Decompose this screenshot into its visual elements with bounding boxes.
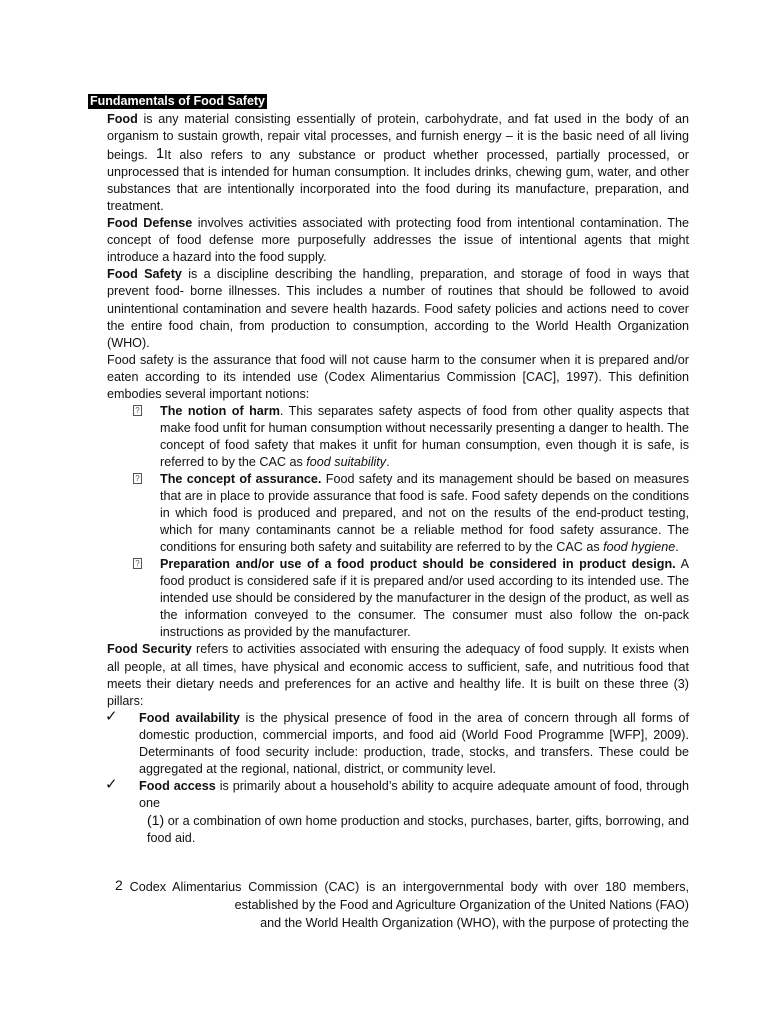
food-text-b: It also refers to any substance or product whether processed, partially processed, or unprocessed that is intended for human consumption. It includes drinks, chewing gum, water, and other substances that are intentionally incorporated into the food during its manufacture, preparation, and treatment. — [107, 148, 690, 214]
list-item — [107, 556, 689, 641]
term-food-security: Food Security — [107, 642, 192, 657]
notion-title: The concept of assurance. — [160, 471, 322, 486]
list-item — [107, 403, 689, 471]
pillar-title: Food access — [139, 778, 216, 793]
footnote-line-3: and the World Health Organization (WHO), with the purpose of protecting the — [260, 916, 689, 930]
term-food: Food — [107, 112, 138, 126]
footnote-line-2: established by the Food and Agriculture Organization of the United Nations (FAO) — [234, 898, 689, 912]
footnote-number: 2 — [115, 877, 123, 893]
pillar-text: is the physical presence of food in the area of concern through all forms of domestic production, commercial imports, and food aid (World Food Programme [WFP], 2009). Determinants of food security include: production, trade, stocks, and transfers. These could be aggregated at the regional, national, district, or community level. — [139, 710, 690, 776]
notions-list — [107, 403, 689, 642]
checkmark-icon: ✓ — [105, 706, 118, 725]
bullet-placeholder-icon: ? — [133, 558, 142, 569]
paragraph-assurance: Food safety is the assurance that food will not cause harm to the consumer when it is prepared and/or eaten according to its intended use (Codex Alimentarius Commission [CAC], 1997). This definition embodies several important notions: — [107, 352, 689, 401]
list-item — [107, 471, 689, 556]
notion-text: A food product is considered safe if it is prepared and/or used according to its intended use. The intended use should be considered by the manufacturer in the design of the product, as well as the information conveyed to the consumer. The consumer must also follow the on-pack instructions as provided by the manufacturer. — [160, 557, 689, 640]
pillar-sub-number: (1) — [147, 811, 165, 828]
pillars-list — [99, 706, 690, 812]
paragraph-food — [107, 111, 689, 215]
notion-end: . — [675, 540, 679, 555]
notion-text: . This separates safety aspects of food from other quality aspects that make food unfit for human consumption without necessarily presenting a danger to health. The concept of food safety that makes it unfit for human consumption, even though it is safe, is referred to by the CAC as — [160, 403, 689, 469]
pillar-title: Food availability — [139, 710, 240, 725]
footnote-ref: 1 — [155, 145, 165, 163]
list-item — [99, 774, 690, 812]
term-food-defense: Food Defense — [107, 216, 193, 231]
document-body — [107, 111, 689, 847]
section-heading: Fundamentals of Food Safety — [90, 94, 266, 108]
paragraph-food-defense — [107, 215, 689, 266]
notion-title: Preparation and/or use of a food product should be considered in product design. — [160, 557, 676, 572]
food-text-a: is any material consisting essentially of protein, carbohydrate, and fat used in the body of an organism to sustain growth, repair vital processes, and furnish energy – it is the basic need of all living beings. — [107, 112, 689, 163]
food-security-text: refers to activities associated with ensuring the adequacy of food supply. It exists when all people, at all times, have physical and economic access to sufficient, safe, and nutritious food that meets their dietary needs and preferences for an active and healthy life. It is built on these three (3) pillars: — [107, 642, 690, 708]
list-item — [99, 706, 690, 778]
bullet-placeholder-icon: ? — [133, 473, 142, 484]
food-safety-text: is a discipline describing the handling, preparation, and storage of food in ways that prevent food- borne illnesses. This includes a number of routines that should be followed to avoid unintentional contamination and severe health hazards. Food safety policies and actions need to cover the entire food chain, from production to consumption, according to the World Health Organization (WHO). — [107, 267, 689, 350]
paragraph-food-security — [107, 641, 689, 709]
notion-italic: food hygiene — [603, 540, 676, 555]
notion-title: The notion of harm — [160, 403, 280, 418]
pillar-sub-text: or a combination of own home production and stocks, purchases, barter, gifts, borrowing, and food aid. — [147, 813, 689, 845]
term-food-safety: Food Safety — [107, 267, 182, 282]
notion-end: . — [386, 454, 390, 469]
food-defense-text: involves activities associated with protecting food from intentional contamination. The concept of food defense more purposefully addresses the issue of intentional agents that might introduce a hazard into the food supply. — [107, 216, 689, 265]
pillar-text: is primarily about a household’s ability to acquire adequate amount of food, through one — [139, 778, 690, 810]
footnote-text-1: Codex Alimentarius Commission (CAC) is an intergovernmental body with over 180 members, — [122, 880, 689, 894]
notion-text: Food safety and its management should be based on measures that are in place to provide assurance that food is safe. Food safety depends on the conditions in which food is produced and prepared, and not on the results of the end-product testing, which for many contaminants cannot be a reliable method for food safety assurance. The conditions for ensuring both safety and suitability are referred to by the CAC as — [160, 471, 689, 555]
footnote — [115, 876, 689, 932]
notion-italic: food suitability — [306, 454, 387, 469]
paragraph-food-safety — [107, 266, 689, 351]
bullet-placeholder-icon: ? — [133, 405, 142, 416]
pillar-continuation — [107, 812, 689, 847]
footnote-line-1 — [115, 876, 689, 896]
checkmark-icon: ✓ — [105, 774, 118, 793]
